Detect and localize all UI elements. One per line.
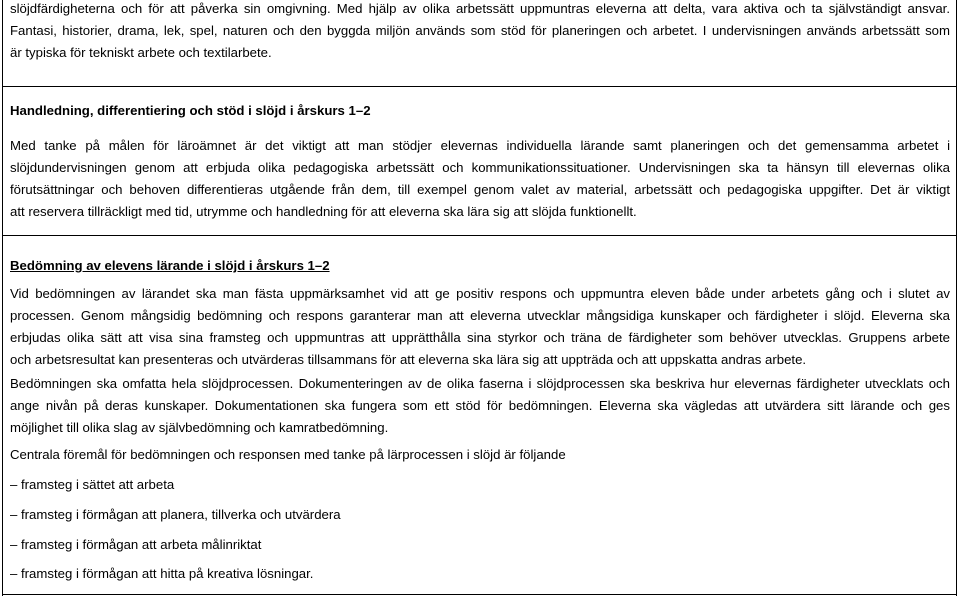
text-line: Fantasi, historier, drama, lek, spel, naturen och den byggda miljön används som stöd för planeringen och arbetet. I undervisningen används arbetssätt som bbox=[10, 23, 950, 38]
assessment-paragraph-1 bbox=[10, 283, 950, 371]
list-item: – framsteg i sättet att arbeta bbox=[10, 477, 175, 492]
guidance-paragraph bbox=[10, 135, 950, 223]
assessment-list bbox=[10, 504, 950, 526]
list-item: – framsteg i förmågan att hitta på kreativa lösningar. bbox=[10, 566, 314, 581]
text-line: förutsättningar och behoven differentieras utgående från dem, till exempel genom valet av material, arbetssätt och pedagogiska uppgifter. Det är viktigt bbox=[10, 182, 950, 197]
intro-paragraph bbox=[10, 0, 950, 64]
text-line: slöjdfärdigheterna och för att påverka sin omgivning. Med hjälp av olika arbetssätt uppmuntras eleverna att delta, vara aktiva och ta självständigt ansvar. bbox=[10, 1, 950, 16]
text-line: Bedömningen ska omfatta hela slöjdprocessen. Dokumenteringen av de olika faserna i slöjdprocessen ska beskriva hur elevernas färdigheter utvecklats och bbox=[10, 376, 950, 391]
text-line: att reservera tillräckligt med tid, utrymme och handledning för att eleverna ska lära sig att slöjda funktionellt. bbox=[10, 204, 637, 219]
text-line: erbjudas olika sätt att visa sina framsteg och uppmuntras att upprätthålla sina styrkor och träna de färdigheter som behöver utvecklas. Gruppens arbete bbox=[10, 330, 950, 345]
table-bottom-border bbox=[2, 594, 957, 595]
row-divider-1 bbox=[2, 86, 957, 87]
assessment-paragraph-2 bbox=[10, 373, 950, 439]
assessment-intro: Centrala föremål för bedömningen och responsen med tanke på lärprocessen i slöjd är följande bbox=[10, 447, 566, 462]
text-line: Med tanke på målen för läroämnet är det viktigt att man stödjer elevernas individuella lärande samt planeringen och det gemensamma arbetet i bbox=[10, 138, 950, 153]
section-heading-assessment: Bedömning av elevens lärande i slöjd i årskurs 1–2 bbox=[10, 258, 330, 273]
table-left-border bbox=[2, 0, 3, 596]
row-divider-2 bbox=[2, 235, 957, 236]
assessment-list bbox=[10, 474, 950, 496]
table-right-border bbox=[956, 0, 957, 596]
text-line: slöjdundervisningen genom att erbjuda olika pedagogiska arbetssätt och kommunikationssituationer. Undervisningen ska ta hänsyn till elevernas olika bbox=[10, 160, 950, 175]
text-line: möjlighet till olika slag av självbedömning och kamratbedömning. bbox=[10, 420, 389, 435]
text-line: och arbetsresultat kan presenteras och utvärderas tillsammans för att eleverna ska lära sig att uppträda och att uppskatta andras arbete. bbox=[10, 352, 807, 367]
text-line: är typiska för tekniskt arbete och textilarbete. bbox=[10, 45, 272, 60]
text-line: Vid bedömningen av lärandet ska man fästa uppmärksamhet vid att ge positiv respons och uppmuntra eleven både under arbetets gång och i slutet av bbox=[10, 286, 950, 301]
list-item: – framsteg i förmågan att planera, tillverka och utvärdera bbox=[10, 507, 341, 522]
list-item: – framsteg i förmågan att arbeta målinriktat bbox=[10, 537, 262, 552]
section-heading-guidance: Handledning, differentiering och stöd i slöjd i årskurs 1–2 bbox=[10, 103, 371, 118]
text-line: ange nivån på deras kunskaper. Dokumentationen ska fungera som ett stöd för bedömningen. Eleverna ska vägledas att utvärdera sitt lärande och ges bbox=[10, 398, 950, 413]
assessment-list bbox=[10, 534, 950, 556]
text-line: processen. Genom mångsidig bedömning och respons garanterar man att eleverna utvecklar mångsidiga kunskaper och färdigheter i slöjd. Eleverna ska bbox=[10, 308, 950, 323]
assessment-list bbox=[10, 563, 950, 585]
